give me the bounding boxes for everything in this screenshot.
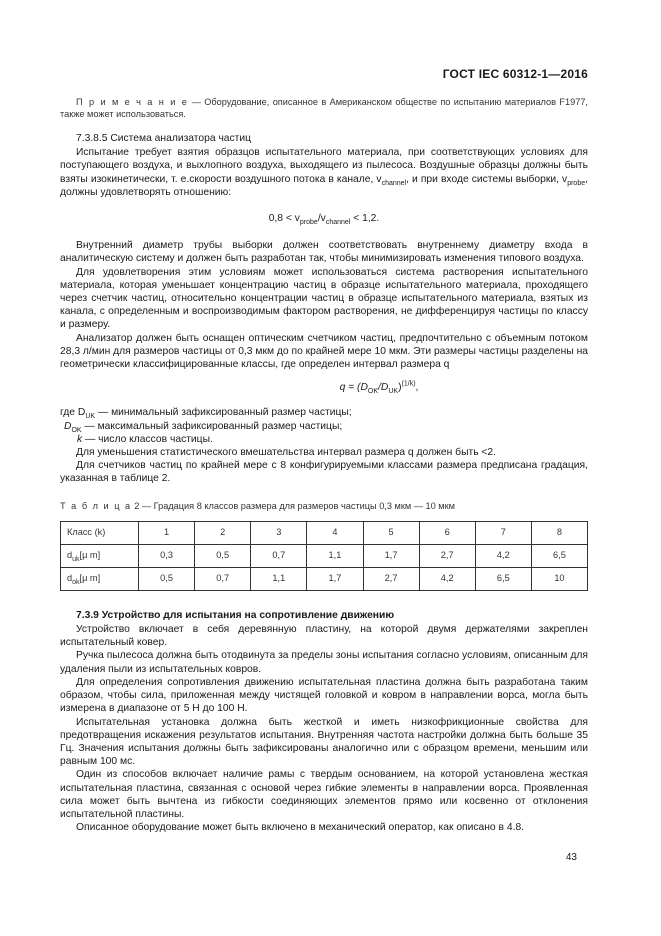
paragraph-sampling — [60, 146, 588, 199]
text-run: , и при входе системы выборки, v — [406, 173, 568, 185]
table-cell: 0,7 — [251, 544, 307, 567]
def-symbol: D — [64, 420, 72, 432]
def-symbol: где D — [60, 407, 86, 419]
subscript: channel — [381, 179, 407, 187]
table-caption-text: 2 — Градация 8 классов размера для размеров частицы 0,3 мкм — 10 мкм — [131, 500, 455, 511]
table-cell: 2,7 — [419, 544, 475, 567]
table-row-label — [61, 521, 139, 544]
subscript: OK — [367, 388, 379, 396]
table-cell: 6,5 — [531, 544, 587, 567]
paragraph-dilution-system: Для удовлетворения этим условиям может использоваться система растворения испытательного материала, которая уменьшает концентрацию частиц в образце испытательного материала, проходящего через счетчик частиц, относительно концентрации частиц в образце испытательного материала, взятых из канала, с определенным и воспроизводимым фактором растворения, не дифференцируя частицы по классу и размеру. — [60, 266, 588, 331]
table-cell: 3 — [251, 521, 307, 544]
subscript: probe — [567, 179, 586, 187]
paragraph-counters: Для счетчиков частиц по крайней мере с 8 конфигурируемыми классами размера предписана градация, указанная в таблице 2. — [60, 460, 588, 485]
def-text: — число классов частицы. — [82, 433, 213, 445]
def-text: — минимальный зафиксированный размер частицы; — [95, 407, 352, 419]
page-content — [60, 96, 588, 834]
definition-k — [60, 433, 588, 446]
subscript: uk — [72, 556, 80, 564]
subscript: OK — [71, 426, 82, 434]
formula-velocity-ratio — [60, 212, 588, 225]
def-text: — максимальный зафиксированный размер частицы; — [81, 420, 343, 432]
table-cell: 4,2 — [419, 567, 475, 590]
row-label-text: d — [67, 550, 73, 561]
table-cell: 7 — [475, 521, 531, 544]
table-row — [61, 521, 588, 544]
table-cell: 0,5 — [195, 544, 251, 567]
paragraph-probe-diameter: Внутренний диаметр трубы выборки должен соответствовать внутреннему диаметру входа в аналитическую систему и должен быть разработан так, чтобы минимизировать изменения типового воздуха. — [60, 240, 588, 265]
table-cell: 8 — [531, 521, 587, 544]
table-row — [61, 544, 588, 567]
formula-part: 0,8 < v — [268, 213, 300, 225]
table-caption-label: Т а б л и ц а — [60, 500, 132, 511]
note-label: П р и м е ч а н и е — [76, 97, 189, 107]
paragraph-device: Устройство включает в себя деревянную пластину, на которой двумя держателями закреплен испытательный ковер. — [60, 624, 588, 649]
table-row-label — [61, 544, 139, 567]
page-number: 43 — [565, 852, 577, 863]
note-paragraph — [60, 96, 588, 120]
subscript: ok — [72, 579, 80, 587]
row-label-text: Класс (k) — [67, 527, 106, 538]
size-class-table — [60, 521, 588, 591]
table-cell: 0,7 — [195, 567, 251, 590]
paragraph-rigidity: Испытательная установка должна быть жесткой и иметь низкофрикционные свойства для предотвращения искажения результатов испытания. Внутренняя частота настройки должна быть больше 35 Гц. Значения испытания должны быть зафиксированы аналогично или с образцом времени, меньшим или равным 100 мс. — [60, 716, 588, 768]
def-symbol: k — [77, 433, 83, 445]
paragraph-frame: Один из способов включает наличие рамы с твердым основанием, на которой установлена жесткая испытательная пластина, связанная с основой через гибкие элементы в направлении ворса. Проявленная сила может быть вычтена из гибкости соединяющих элементов прямо или косвенно от отклонения испытательной пластины. — [60, 769, 588, 820]
section-heading-7-3-9: 7.3.9 Устройство для испытания на сопротивление движению — [76, 609, 395, 621]
subscript: UK — [388, 388, 399, 396]
table-cell: 4,2 — [475, 544, 531, 567]
definitions-list — [60, 406, 588, 446]
table-cell: 5 — [363, 521, 419, 544]
text-run: , должны удовлетворять отношению: — [60, 173, 588, 198]
formula-part: , — [415, 382, 419, 394]
formula-size-interval — [60, 381, 588, 394]
row-label-unit: [μ m] — [79, 550, 101, 561]
table-cell: 4 — [307, 521, 363, 544]
paragraph-handle: Ручка пылесоса должна быть отодвинута за пределы зоны испытания согласно условиям, описанным для удаления пыли из испытательных ковров. — [60, 650, 588, 675]
text-run: Испытание требует взятия образцов испытательного материала, при соответствующих условиях для поступающего воздуха, и выхлопного воздуха, выходящего из пылесоса. Воздушные образцы должны быть взяты изокинетически, т. е.скорости воздушного потока в канале, v — [60, 147, 588, 185]
subscript: channel — [325, 219, 351, 227]
row-label-unit: [μ m] — [79, 573, 101, 584]
table-cell: 10 — [531, 567, 587, 590]
paragraph-operator: Описанное оборудование может быть включено в механический оператор, как описано в 4.8. — [76, 822, 525, 834]
formula-part: q = (D — [339, 382, 368, 394]
subscript: UK — [85, 413, 96, 421]
formula-part: /v — [317, 213, 326, 225]
definition-duk — [60, 406, 588, 419]
table-row-label — [61, 567, 139, 590]
document-header: ГОСТ IEC 60312-1—2016 — [442, 67, 588, 81]
formula-part: ) — [398, 382, 402, 394]
table-row — [61, 567, 588, 590]
table-cell: 2,7 — [363, 567, 419, 590]
paragraph-resistance: Для определения сопротивления движению испытательная пластина должна быть разработана таким образом, чтобы сила, приложенная между чистящей головкой и ковром в направлении ворса, могла быть измерена в диапазоне от 5 Н до 100 Н. — [60, 676, 588, 715]
table-cell: 6,5 — [475, 567, 531, 590]
paragraph-analyzer: Анализатор должен быть оснащен оптическим счетчиком частиц, предпочтительно с объемным потоком 28,3 л/мин для размеров частицы от 0,3 мкм до по крайней мере 10 мкм. Эти размеры частицы разделены на геометрически классифицированные классы, где определен интервал размера q — [60, 332, 588, 371]
table-cell: 0,5 — [139, 567, 195, 590]
table-cell: 1,1 — [251, 567, 307, 590]
table-cell: 6 — [419, 521, 475, 544]
section-heading-7-3-8-5: 7.3.8.5 Система анализатора частиц — [76, 133, 252, 144]
table-caption — [60, 500, 588, 513]
superscript: (1/k) — [401, 380, 416, 388]
table-cell: 1,7 — [363, 544, 419, 567]
table-cell: 1 — [139, 521, 195, 544]
note-text: — Оборудование, описанное в Американском обществе по испытанию материалов F1977, также может использоваться. — [60, 97, 588, 119]
table-cell: 0,3 — [139, 544, 195, 567]
table-cell: 1,1 — [307, 544, 363, 567]
formula-part: /D — [378, 382, 389, 394]
definition-dok — [60, 420, 588, 433]
subscript: probe — [299, 219, 318, 227]
paragraph-interval-limit: Для уменьшения статистического вмешательства интервал размера q должен быть <2. — [76, 447, 497, 459]
row-label-text: d — [67, 573, 73, 584]
formula-part: < 1,2. — [350, 213, 380, 225]
table-cell: 1,7 — [307, 567, 363, 590]
table-cell: 2 — [195, 521, 251, 544]
